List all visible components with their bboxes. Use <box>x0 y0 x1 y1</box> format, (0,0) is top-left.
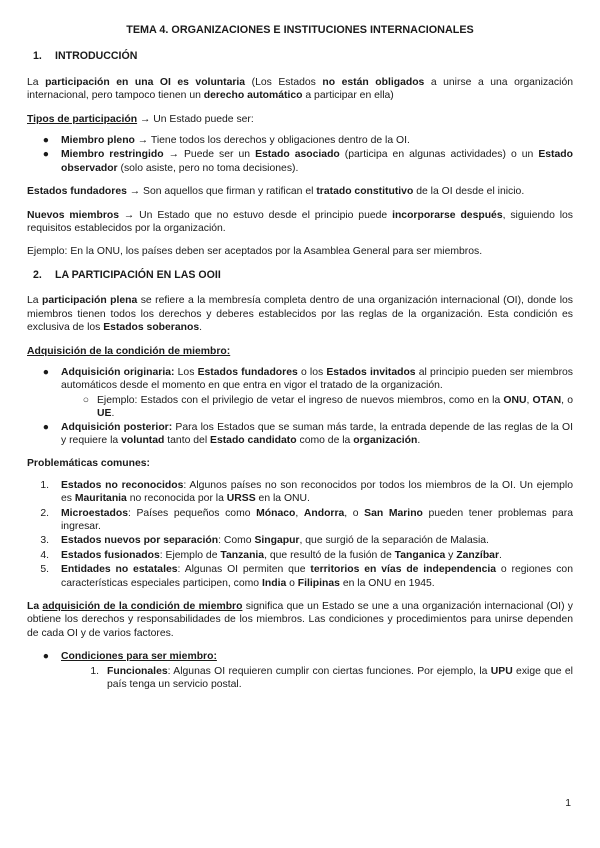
document-body <box>27 24 573 701</box>
list-item: ● Miembro restringido → Puede ser un Estado asociado (participa en algunas actividades) o un Estado observador (solo asiste, pero no toma decisiones). <box>27 148 573 175</box>
page-number: 1 <box>565 798 571 809</box>
section-heading-introduccion <box>27 50 573 63</box>
paragraph-fundadores: Estados fundadores → Son aquellos que firman y ratifican el tratado constitutivo de la OI desde el inicio. <box>27 186 525 198</box>
paragraph-nuevos: Nuevos miembros → Un Estado que no estuvo desde el principio puede incorporarse después, siguiendo los requisitos establecidos por la organización. <box>27 209 573 235</box>
list-number: 5. <box>40 564 49 576</box>
section-title: LA PARTICIPACIÓN EN LAS OOII <box>55 268 221 281</box>
list-item: ● Miembro pleno → Tiene todos los derechos y obligaciones dentro de la OI. <box>27 134 573 147</box>
list-item: 2. Microestados: Países pequeños como Mónaco, Andorra, o San Marino pueden tener problemas para ingresar. <box>27 507 573 534</box>
bullet-icon: ● <box>42 421 49 433</box>
paragraph-voluntaria: La participación en una OI es voluntaria (Los Estados no están obligados a unirse a una organización internacional, pero tampoco tienen un derecho automático a participar en ella) <box>27 76 573 102</box>
section-number: 1. <box>33 50 42 63</box>
section-title: INTRODUCCIÓN <box>55 50 138 63</box>
list-number: 1. <box>40 479 49 491</box>
list-item: 5. Entidades no estatales: Algunas OI permiten que territorios en vías de independencia o regiones con características especiales participen, como India o Filipinas en la ONU en 1945. <box>27 563 573 590</box>
problematicas-list <box>27 479 573 590</box>
bullet-icon: ● <box>42 135 49 147</box>
list-item: ● Condiciones para ser miembro: <box>27 650 573 663</box>
paragraph-participacion-plena: La participación plena se refiere a la membresía completa dentro de una organización internacional (OI), donde los miembros tienen todos los derechos y deberes establecidos por las reglas de la organización. Esta condición es exclusiva de los Estados soberanos. <box>27 295 573 334</box>
list-item: 4. Estados fusionados: Ejemplo de Tanzania, que resultó de la fusión de Tanganica y Zanzíbar. <box>27 549 573 562</box>
condiciones-list <box>27 650 573 691</box>
list-item: ● Adquisición posterior: Para los Estados que se suman más tarde, la entrada depende de las reglas de la OI y requiere la voluntad tanto del Estado candidato como de la organización. <box>27 421 573 448</box>
problematicas-heading: Problemáticas comunes: <box>27 458 150 470</box>
tipos-list <box>27 134 573 175</box>
bullet-icon: ● <box>42 651 49 663</box>
list-item: 3. Estados nuevos por separación: Como Singapur, que surgió de la separación de Malasia. <box>27 534 573 547</box>
adquisicion-heading: Adquisición de la condición de miembro: <box>27 345 231 357</box>
bullet-icon: ● <box>42 149 49 161</box>
list-item: ● Adquisición originaria: Los Estados fundadores o los Estados invitados al principio pueden ser miembros automáticos desde el momento en que entra en vigor el tratado de la organización. <box>27 366 573 393</box>
adquisicion-list <box>27 366 573 447</box>
tipos-heading: Tipos de participación → Un Estado puede ser: <box>27 113 254 125</box>
list-number: 2. <box>40 507 49 519</box>
hollow-bullet-icon: ○ <box>82 394 89 406</box>
list-number: 1. <box>90 665 99 677</box>
section-heading-participacion <box>27 269 573 282</box>
list-item: 1. Estados no reconocidos: Algunos países no son reconocidos por todos los miembros de la OI. Un ejemplo es Mauritania no reconocida por la URSS en la ONU. <box>27 479 573 506</box>
section-number: 2. <box>33 268 42 281</box>
paragraph-ejemplo: Ejemplo: En la ONU, los países deben ser aceptados por la Asamblea General para ser miembros. <box>27 246 483 258</box>
bullet-icon: ● <box>42 366 49 378</box>
document-title: TEMA 4. ORGANIZACIONES E INSTITUCIONES INTERNACIONALES <box>126 24 474 36</box>
sub-list-item: ○ Ejemplo: Estados con el privilegio de vetar el ingreso de nuevos miembros, como en la ONU, OTAN, o UE. <box>75 394 573 421</box>
sub-list-item: 1. Funcionales: Algunas OI requieren cumplir con ciertas funciones. Por ejemplo, la UPU exige que el país tenga un servicio postal. <box>81 665 573 692</box>
list-number: 4. <box>40 549 49 561</box>
paragraph-adquisicion: La adquisición de la condición de miembro significa que un Estado se une a una organización internacional (OI) y obtiene los derechos y responsabilidades de los miembros. Las condiciones y procedimientos para unirse dependen de cada OI y de varios factores. <box>27 601 574 639</box>
list-number: 3. <box>40 535 49 547</box>
